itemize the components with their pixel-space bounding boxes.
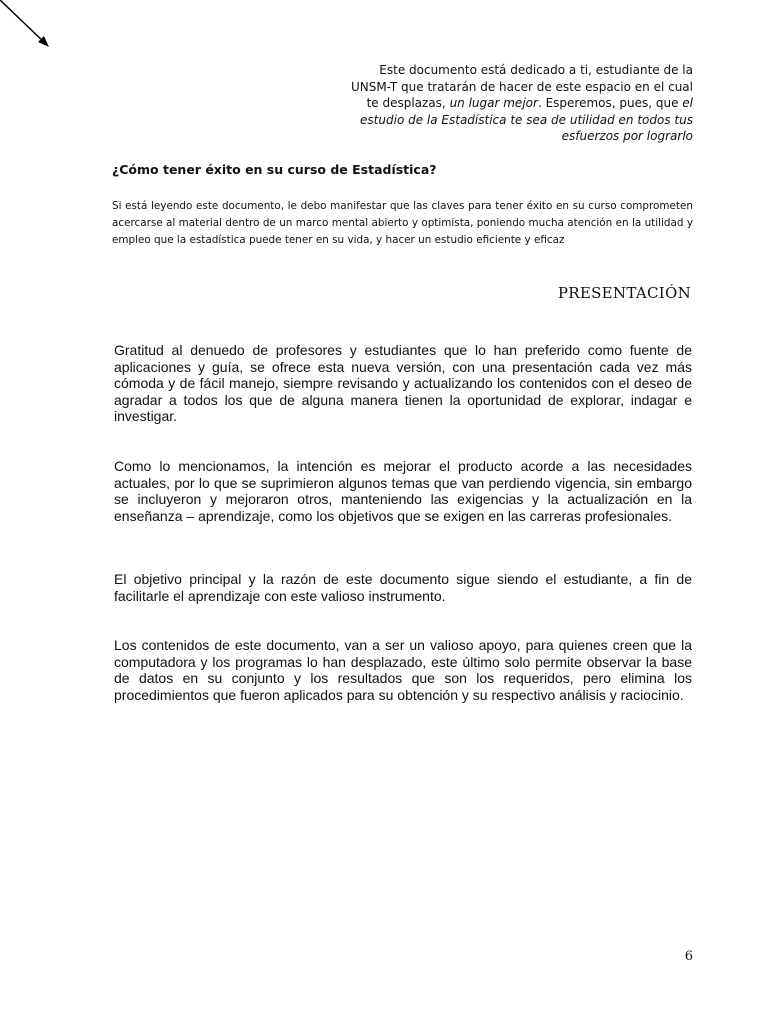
dedication-line-3-d: el <box>682 96 693 110</box>
dedication-block <box>340 62 693 145</box>
presentation-title: PRESENTACIÓN <box>557 284 691 302</box>
page-number: 6 <box>684 949 693 964</box>
presentation-paragraph-4: Los contenidos de este documento, van a ser un valioso apoyo, para quienes creen que la computadora y los programas lo han desplazado, este último solo permite observar la base de datos en su conjunto y los resultados que son los requeridos, pero elimina los procedimientos que fueron aplicados para su obtención y su respectivo análisis y raciocinio. <box>114 637 692 703</box>
dedication-line-3-c: . Esperemos, pues, que <box>537 96 683 110</box>
success-heading: ¿Cómo tener éxito en su curso de Estadística? <box>112 162 437 177</box>
dedication-line-3-a: te desplazas, <box>366 96 450 110</box>
presentation-paragraph-1: Gratitud al denuedo de profesores y estudiantes que lo han preferido como fuente de aplicaciones y guía, se ofrece esta nueva versión, con una presentación cada vez más cómoda y de fácil manejo, siempre revisando y actualizando los contenidos con el deseo de agradar a todos los que de alguna manera tienen la oportunidad de explorar, indagar e investigar. <box>114 342 692 424</box>
dedication-line-3 <box>340 95 693 112</box>
dedication-line-4: estudio de la Estadística te sea de utilidad en todos tus <box>360 112 693 127</box>
presentation-paragraph-2: Como lo mencionamos, la intención es mejorar el producto acorde a las necesidades actuales, por lo que se suprimieron algunos temas que van perdiendo vigencia, sin embargo se incluyeron y mejoraron otros, manteniendo las exigencias y la actualización en la enseñanza – aprendizaje, como los objetivos que se exigen en las carreras profesionales. <box>114 458 692 524</box>
dedication-line-2: UNSM-T que tratarán de hacer de este espacio en el cual <box>350 79 693 94</box>
dedication-line-3-b: un lugar mejor <box>449 96 538 110</box>
dedication-line-1: Este documento está dedicado a ti, estudiante de la <box>379 63 693 77</box>
success-text: Si está leyendo este documento, le debo manifestar que las claves para tener éxito en su curso comprometen acercarse al material dentro de un marco mental abierto y optimista, poniendo mucha atención en la utilidad y empleo que la estadística puede tener en su vida, y hacer un estudio eficiente y eficaz <box>112 200 693 246</box>
arrow-decoration <box>0 0 52 52</box>
dedication-line-5: esfuerzos por lograrlo <box>561 129 693 143</box>
presentation-paragraph-3: El objetivo principal y la razón de este documento sigue siendo el estudiante, a fin de facilitarle el aprendizaje con este valioso instrumento. <box>114 571 692 604</box>
